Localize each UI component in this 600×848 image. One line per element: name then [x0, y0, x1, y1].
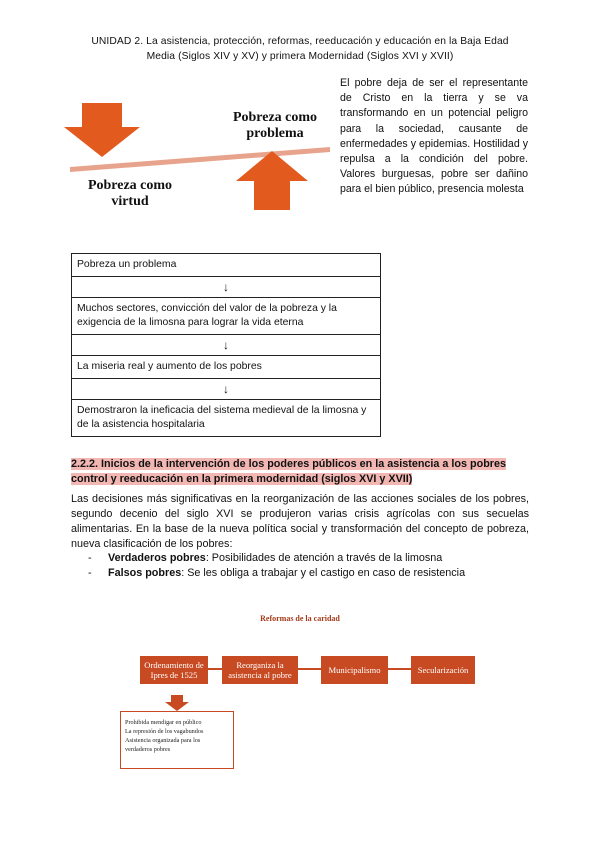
- detail-line: Prohibida mendigar en público: [125, 719, 202, 726]
- label-poverty-problem: Pobreza como problema: [232, 110, 318, 141]
- up-arrow-icon: [236, 151, 308, 210]
- page-header: [60, 34, 540, 64]
- list-term: Falsos pobres: [108, 567, 182, 579]
- flow-arrow-icon: ↓: [72, 277, 380, 298]
- flow-table: [71, 253, 381, 437]
- list-term: Verdaderos pobres: [108, 552, 206, 564]
- body-paragraph: Las decisiones más significativas en la reorganización de las acciones sociales de los pobres, segundo decenio del siglo XVI se produjeron varias crisis agrícolas con sus secuelas alimentarias. En la base de la nueva política social y transformación del concepto de pobreza, nueva clasificación de los pobres:: [71, 493, 529, 550]
- smartart-box-ipres: Ordenamiento de Ipres de 1525: [140, 656, 208, 684]
- smartart-box-municipalismo: Municipalismo: [321, 656, 388, 684]
- smartart-title: Reformas de la caridad: [260, 614, 340, 623]
- list-text: : Se les obliga a trabajar y el castigo en caso de resistencia: [181, 567, 466, 579]
- header-line-1: UNIDAD 2. La asistencia, protección, reformas, reeducación y educación en la Baja Edad: [91, 36, 509, 47]
- list-item: [88, 551, 528, 566]
- flow-arrow-icon: ↓: [72, 379, 380, 400]
- section-title: [71, 457, 529, 487]
- header-line-2: Media (Siglos XIV y XV) y primera Modernidad (Siglos XVI y XVII): [146, 51, 454, 62]
- smartart-box-secularizacion: Secularización: [411, 656, 475, 684]
- intro-text: El pobre deja de ser el representante de Cristo en la tierra y se va transformando en un potencial peligro para la sociedad, causante de enfermedades y epidemias. Hostilidad y repulsa a la condición del pobre. Valores burguesas, pobre ser dañino para el bien público, presencia molesta: [340, 77, 528, 196]
- smartart-detail-box: [120, 711, 234, 769]
- list-text: : Posibilidades de atención a través de la limosna: [205, 552, 443, 564]
- label-poverty-virtue: Pobreza como virtud: [87, 178, 173, 209]
- flow-step-4: Demostraron la ineficacia del sistema medieval de la limosna y de la asistencia hospitalaria: [72, 400, 380, 437]
- list-item: [88, 566, 528, 581]
- poor-classification-list: [88, 551, 528, 581]
- flow-step-2: Muchos sectores, convicción del valor de la pobreza y la exigencia de la limosna para lograr la vida eterna: [72, 298, 380, 335]
- smartart-box-reorganiza: Reorganiza la asistencia al pobre: [222, 656, 298, 684]
- flow-step-1: Pobreza un problema: [72, 254, 380, 277]
- down-arrow-icon: [64, 103, 140, 157]
- down-arrow-icon: [165, 695, 189, 711]
- detail-line: verdaderos pobres: [125, 746, 171, 753]
- detail-line: Asistencia organizada para los: [125, 737, 201, 744]
- flow-step-3: La miseria real y aumento de los pobres: [72, 356, 380, 379]
- section-title-text: 2.2.2. Inicios de la intervención de los poderes públicos en la asistencia a los pobres control y reeducación en la primera modernidad (siglos XVI y XVII): [71, 458, 507, 485]
- detail-line: La represión de los vagabundos: [125, 728, 204, 735]
- flow-arrow-icon: ↓: [72, 335, 380, 356]
